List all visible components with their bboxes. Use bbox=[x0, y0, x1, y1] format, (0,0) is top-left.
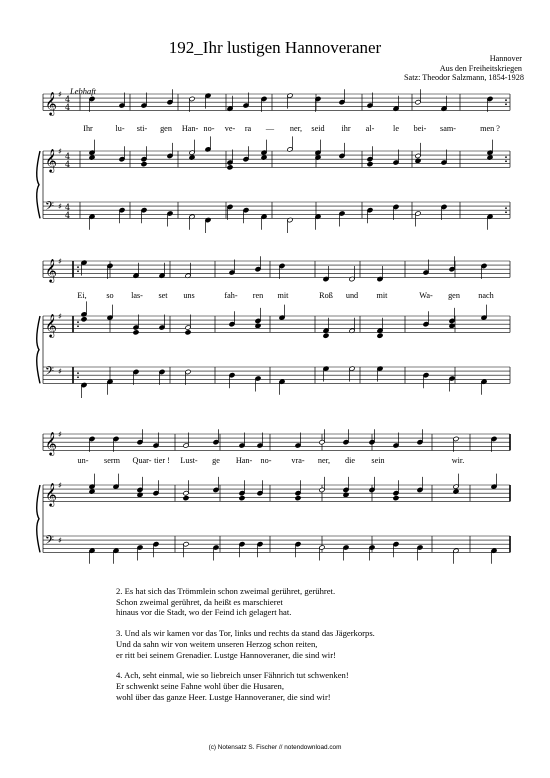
repeat-dot bbox=[77, 376, 79, 378]
treble-clef: 𝄞 bbox=[45, 431, 57, 455]
repeat-dot bbox=[505, 211, 507, 213]
repeat-dot bbox=[77, 372, 79, 374]
note-head bbox=[393, 495, 399, 500]
origin-source: Aus den Freiheitskriegen bbox=[439, 63, 522, 73]
lyric-syllable: Roß bbox=[319, 291, 333, 300]
lyric-syllable: uns bbox=[183, 291, 195, 300]
repeat-dot bbox=[77, 270, 79, 272]
key-signature-sharp: ♯ bbox=[58, 312, 62, 321]
treble-clef: 𝄞 bbox=[45, 313, 57, 337]
origin-region: Hannover bbox=[489, 54, 522, 63]
verse-line: 2. Es hat sich das Trömmlein schon zweimal gerühret, gerühret. bbox=[116, 586, 336, 596]
score-staves bbox=[37, 89, 510, 564]
lyric-syllable: ve- bbox=[224, 124, 236, 133]
lyric-syllable: ihr bbox=[341, 124, 351, 133]
footer-credit: (c) Notensatz S. Fischer // notendownload.com bbox=[208, 744, 342, 751]
time-signature: 4 bbox=[65, 203, 71, 212]
lyric-syllable: mit bbox=[277, 291, 289, 300]
treble-clef: 𝄞 bbox=[45, 258, 57, 282]
note-head bbox=[367, 161, 373, 166]
verse-4 bbox=[116, 670, 375, 702]
lyric-syllable: sam- bbox=[440, 124, 456, 133]
note-head bbox=[141, 161, 147, 166]
lyric-syllable: Quar- bbox=[132, 456, 152, 465]
verses-block bbox=[116, 586, 375, 712]
lyric-syllable: un- bbox=[77, 456, 89, 465]
lyric-syllable: vra- bbox=[291, 456, 305, 465]
bass-clef: 𝄢 bbox=[45, 534, 55, 550]
lyric-syllable: — bbox=[265, 124, 275, 133]
lyric-syllable: Lust- bbox=[180, 456, 198, 465]
note-head bbox=[185, 330, 191, 335]
lyric-syllable: und bbox=[345, 291, 359, 300]
piano-brace bbox=[37, 151, 40, 218]
lyric-syllable: set bbox=[158, 291, 168, 300]
time-signature: 4 bbox=[65, 211, 71, 220]
key-signature-sharp: ♯ bbox=[58, 536, 62, 545]
bass-clef: 𝄢 bbox=[45, 365, 55, 381]
lyric-syllable: al- bbox=[365, 124, 375, 133]
lyric-syllable: tier ! bbox=[154, 456, 170, 465]
key-signature-sharp: ♯ bbox=[58, 481, 62, 490]
repeat-dot bbox=[505, 160, 507, 162]
piano-brace bbox=[37, 316, 40, 383]
key-signature-sharp: ♯ bbox=[58, 90, 62, 99]
lyric-syllable: seid bbox=[311, 124, 325, 133]
note-head bbox=[239, 495, 245, 500]
verse-line: 4. Ach, seht einmal, wie so liebreich unser Fähnrich tut schwenken! bbox=[116, 670, 349, 681]
lyric-syllable: bei- bbox=[413, 124, 427, 133]
lyric-syllable: ren bbox=[252, 291, 264, 300]
treble-clef: 𝄞 bbox=[45, 148, 57, 172]
lyric-syllable: die bbox=[344, 456, 356, 465]
repeat-dot bbox=[77, 321, 79, 323]
treble-clef: 𝄞 bbox=[45, 482, 57, 506]
lyric-syllable: le bbox=[393, 124, 399, 133]
time-signature: 4 bbox=[65, 152, 71, 161]
lyric-syllable: mit bbox=[376, 291, 388, 300]
lyric-syllable: ner, bbox=[317, 456, 331, 465]
verse-line: Schon zweimal gerühret, da heißt es marschieret bbox=[116, 596, 283, 607]
repeat-dot bbox=[505, 99, 507, 101]
time-signature: 4 bbox=[65, 160, 71, 169]
time-signature: 4 bbox=[65, 103, 71, 112]
key-signature-sharp: ♯ bbox=[58, 147, 62, 156]
note-head bbox=[377, 333, 383, 338]
bass-clef: 𝄢 bbox=[45, 200, 55, 216]
lyric-syllable: sein bbox=[371, 456, 385, 465]
lyric-syllable: lu- bbox=[115, 124, 125, 133]
lyric-syllable: wir. bbox=[451, 456, 465, 465]
repeat-dot bbox=[505, 156, 507, 158]
note-head bbox=[295, 495, 301, 500]
lyric-syllable: serm bbox=[104, 456, 120, 465]
note-head bbox=[227, 165, 233, 170]
key-signature-sharp: ♯ bbox=[58, 202, 62, 211]
repeat-dot bbox=[77, 325, 79, 327]
verse-line: hinaus vor die Stadt, wo der Feind ich gelagert hat. bbox=[116, 607, 292, 618]
note-head bbox=[133, 330, 139, 335]
song-title: 192_Ihr lustigen Hannoveraner bbox=[168, 38, 382, 57]
key-signature-sharp: ♯ bbox=[58, 367, 62, 376]
key-signature-sharp: ♯ bbox=[58, 430, 62, 439]
repeat-dot bbox=[77, 266, 79, 268]
lyric-syllable: Ihr bbox=[83, 124, 93, 133]
lyric-syllable: Wa- bbox=[419, 291, 433, 300]
note-head bbox=[323, 333, 329, 338]
piano-brace bbox=[37, 485, 40, 552]
lyric-syllable: fah- bbox=[224, 291, 238, 300]
lyric-syllable: no- bbox=[203, 124, 215, 133]
tempo-marking: Lebhaft bbox=[70, 86, 96, 96]
key-signature-sharp: ♯ bbox=[58, 257, 62, 266]
lyric-syllable: sti- bbox=[136, 124, 148, 133]
verse-line: Er schwenkt seine Fahne wohl über die Husaren, bbox=[116, 680, 285, 691]
lyric-syllable: gen bbox=[448, 291, 460, 300]
lyric-syllable: ra bbox=[244, 124, 252, 133]
lyric-syllable: gen bbox=[160, 124, 172, 133]
lyric-syllable: no- bbox=[260, 456, 272, 465]
origin-arranger: Satz: Theodor Salzmann, 1854-1928 bbox=[404, 73, 524, 83]
verse-line: Und da sahn wir von weitem unseren Herzog schon reiten, bbox=[116, 638, 318, 649]
note-head bbox=[183, 495, 189, 500]
treble-clef: 𝄞 bbox=[45, 91, 57, 115]
lyric-syllable: las- bbox=[131, 291, 143, 300]
lyric-syllable: Ei, bbox=[77, 291, 87, 300]
lyric-syllable: men ? bbox=[480, 124, 500, 133]
verse-3 bbox=[116, 628, 375, 660]
lyric-syllable: ner, bbox=[289, 124, 303, 133]
verse-line: er ritt bei seinem Grenadier. Lustge Hannoveraner, die sind wir! bbox=[116, 649, 336, 660]
repeat-dot bbox=[505, 103, 507, 105]
lyric-syllable: ge bbox=[212, 456, 220, 465]
verse-line: wohl über das ganze Heer. Lustge Hannoveraner, die sind wir! bbox=[116, 691, 331, 702]
verse-line: 3. Und als wir kamen vor das Tor, links und rechts da stand das Jägerkorps. bbox=[116, 628, 375, 639]
lyric-syllable: Han- bbox=[181, 124, 199, 133]
lyric-syllable: nach bbox=[478, 291, 494, 300]
lyric-syllable: so bbox=[106, 291, 114, 300]
note-head bbox=[81, 317, 87, 322]
lyric-syllable: Han- bbox=[235, 456, 253, 465]
repeat-dot bbox=[505, 207, 507, 209]
verse-2 bbox=[116, 586, 375, 618]
time-signature: 4 bbox=[65, 95, 71, 104]
